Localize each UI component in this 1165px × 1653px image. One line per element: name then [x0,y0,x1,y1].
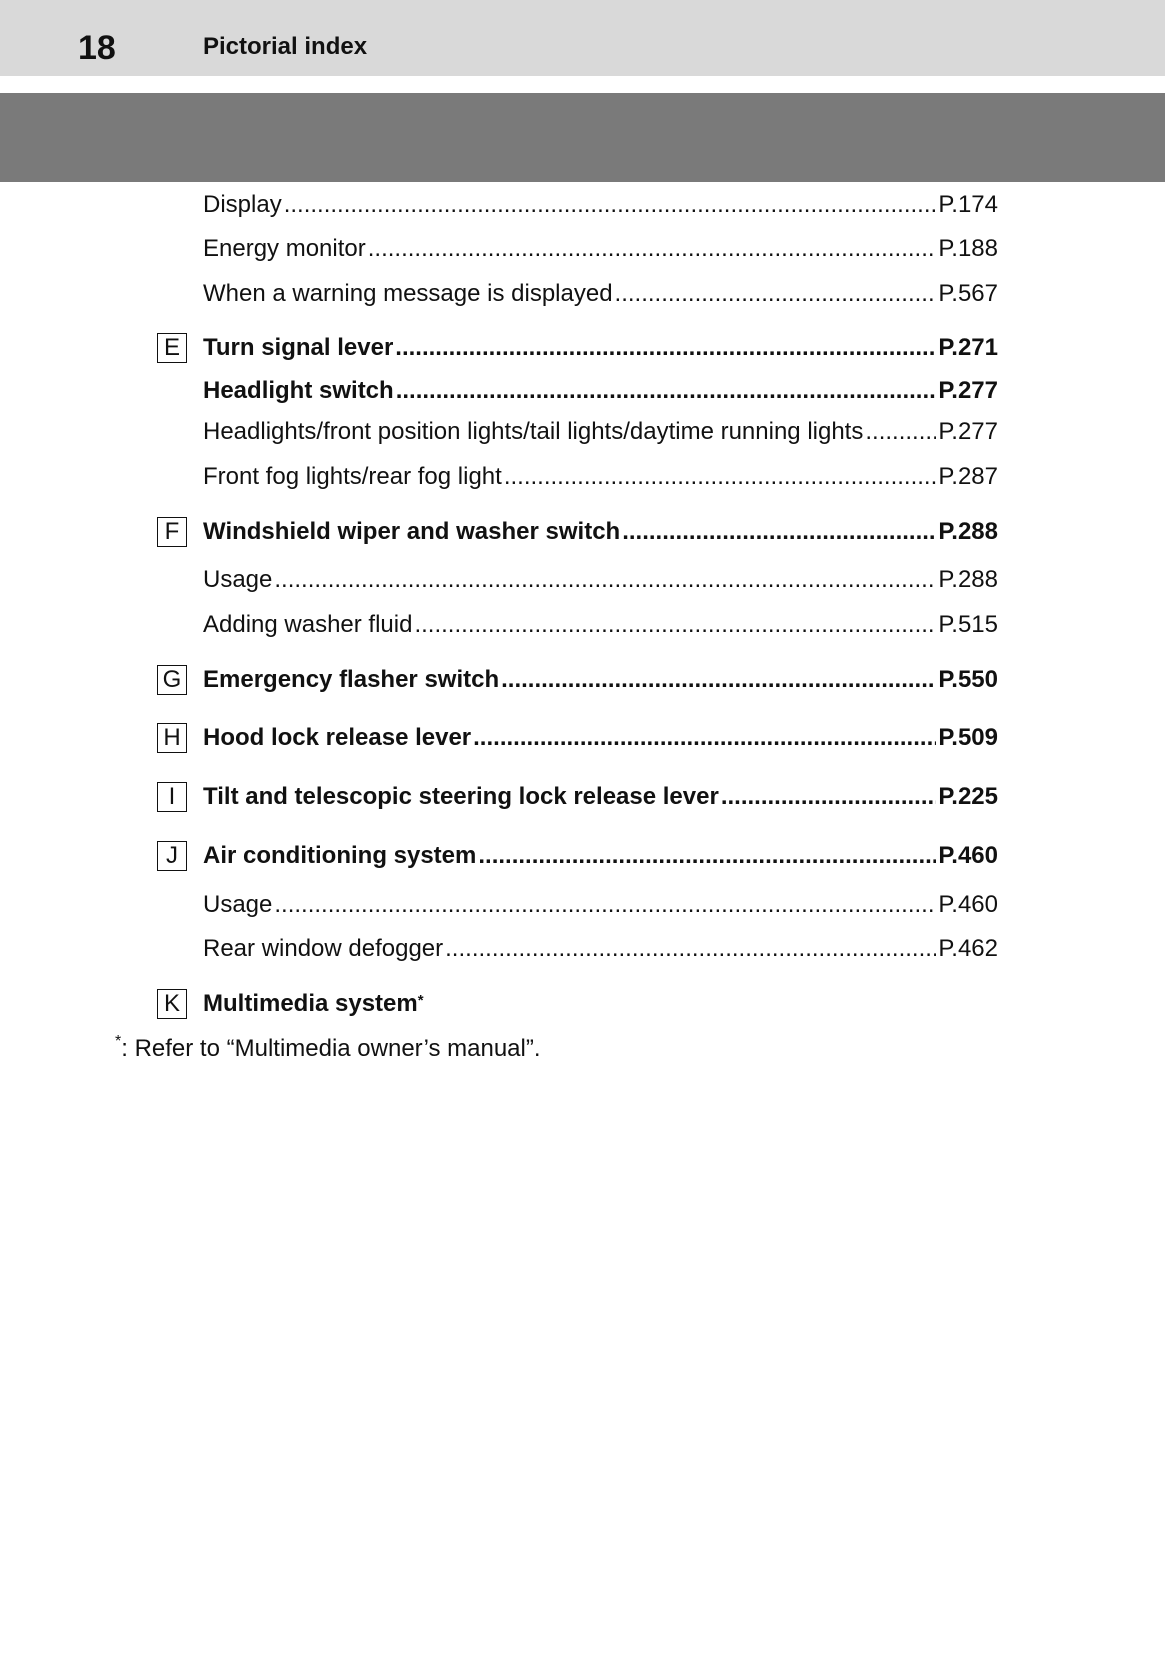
entry-label: Hood lock release lever [203,724,472,751]
index-entry [203,279,998,309]
entry-label: Rear window defogger [203,935,444,962]
entry-label: Front fog lights/rear fog light [203,463,502,490]
leader-dots [274,890,936,920]
leader-dots [396,376,937,406]
callout-letter-f: F [157,517,187,547]
illustration-band [0,93,1165,182]
entry-label: Tilt and telescopic steering lock release lever [203,783,719,810]
callout-letter-h: H [157,723,187,753]
page-reference[interactable]: P.550 [938,666,998,693]
page-reference[interactable]: P.567 [938,280,998,307]
leader-dots [501,665,936,695]
page-reference[interactable]: P.288 [938,518,998,545]
callout-letter-e: E [157,333,187,363]
page-reference[interactable]: P.277 [938,418,998,445]
index-entry [203,417,998,447]
footnote-marker: * [417,992,424,1009]
page-reference[interactable]: P.271 [938,334,998,361]
index-entry [203,890,998,920]
index-entry [203,234,998,264]
page-reference[interactable]: P.462 [938,935,998,962]
page-reference[interactable]: P.515 [938,611,998,638]
index-entry [203,782,998,812]
footnote [115,1034,541,1067]
page-reference[interactable]: P.225 [938,783,998,810]
leader-dots [473,723,936,753]
page-reference[interactable]: P.287 [938,463,998,490]
leader-dots [284,190,937,220]
footnote-text: : Refer to “Multimedia owner’s manual”. [121,1035,541,1062]
entry-label: Usage [203,891,273,918]
entry-label: Headlights/front position lights/tail lights/daytime running lights [203,418,864,445]
leader-dots [414,610,936,640]
index-entry [203,462,998,492]
footnote-star: * [115,1033,122,1050]
leader-dots [368,234,937,264]
index-entry [203,333,998,363]
index-entry [203,723,998,753]
entry-label: Adding washer fluid [203,611,413,638]
index-entry [203,376,998,406]
section-title: Pictorial index [203,33,368,60]
page-header [0,0,1165,76]
page-reference[interactable]: P.188 [938,235,998,262]
index-entry [203,517,998,547]
entry-label: Usage [203,566,273,593]
callout-letter-i: I [157,782,187,812]
index-entry [203,565,998,595]
callout-letter-g: G [157,665,187,695]
entry-label: Headlight switch [203,377,394,404]
page-reference[interactable]: P.288 [938,566,998,593]
page-reference[interactable]: P.509 [938,724,998,751]
index-entry [203,610,998,640]
index-entry [203,989,998,1022]
entry-label: Turn signal lever [203,334,394,361]
index-entry [203,934,998,964]
leader-dots [504,462,937,492]
entry-label: Display [203,191,282,218]
index-entry [203,841,998,871]
leader-dots [721,782,937,812]
leader-dots [622,517,936,547]
entry-label: Air conditioning system [203,842,477,869]
index-entry [203,665,998,695]
callout-letter-j: J [157,841,187,871]
leader-dots [865,417,936,447]
entry-label: Emergency flasher switch [203,666,500,693]
page-reference[interactable]: P.174 [938,191,998,218]
leader-dots [274,565,936,595]
callout-letter-k: K [157,989,187,1019]
entry-label: Multimedia system [203,990,418,1017]
page-number: 18 [78,29,116,67]
page-reference[interactable]: P.460 [938,842,998,869]
entry-label: When a warning message is displayed [203,280,613,307]
leader-dots [615,279,937,309]
index-entry [203,190,998,220]
leader-dots [445,934,936,964]
entry-label: Windshield wiper and washer switch [203,518,621,545]
entry-label: Energy monitor [203,235,366,262]
page-reference[interactable]: P.460 [938,891,998,918]
leader-dots [395,333,936,363]
page-reference[interactable]: P.277 [938,377,998,404]
leader-dots [478,841,936,871]
